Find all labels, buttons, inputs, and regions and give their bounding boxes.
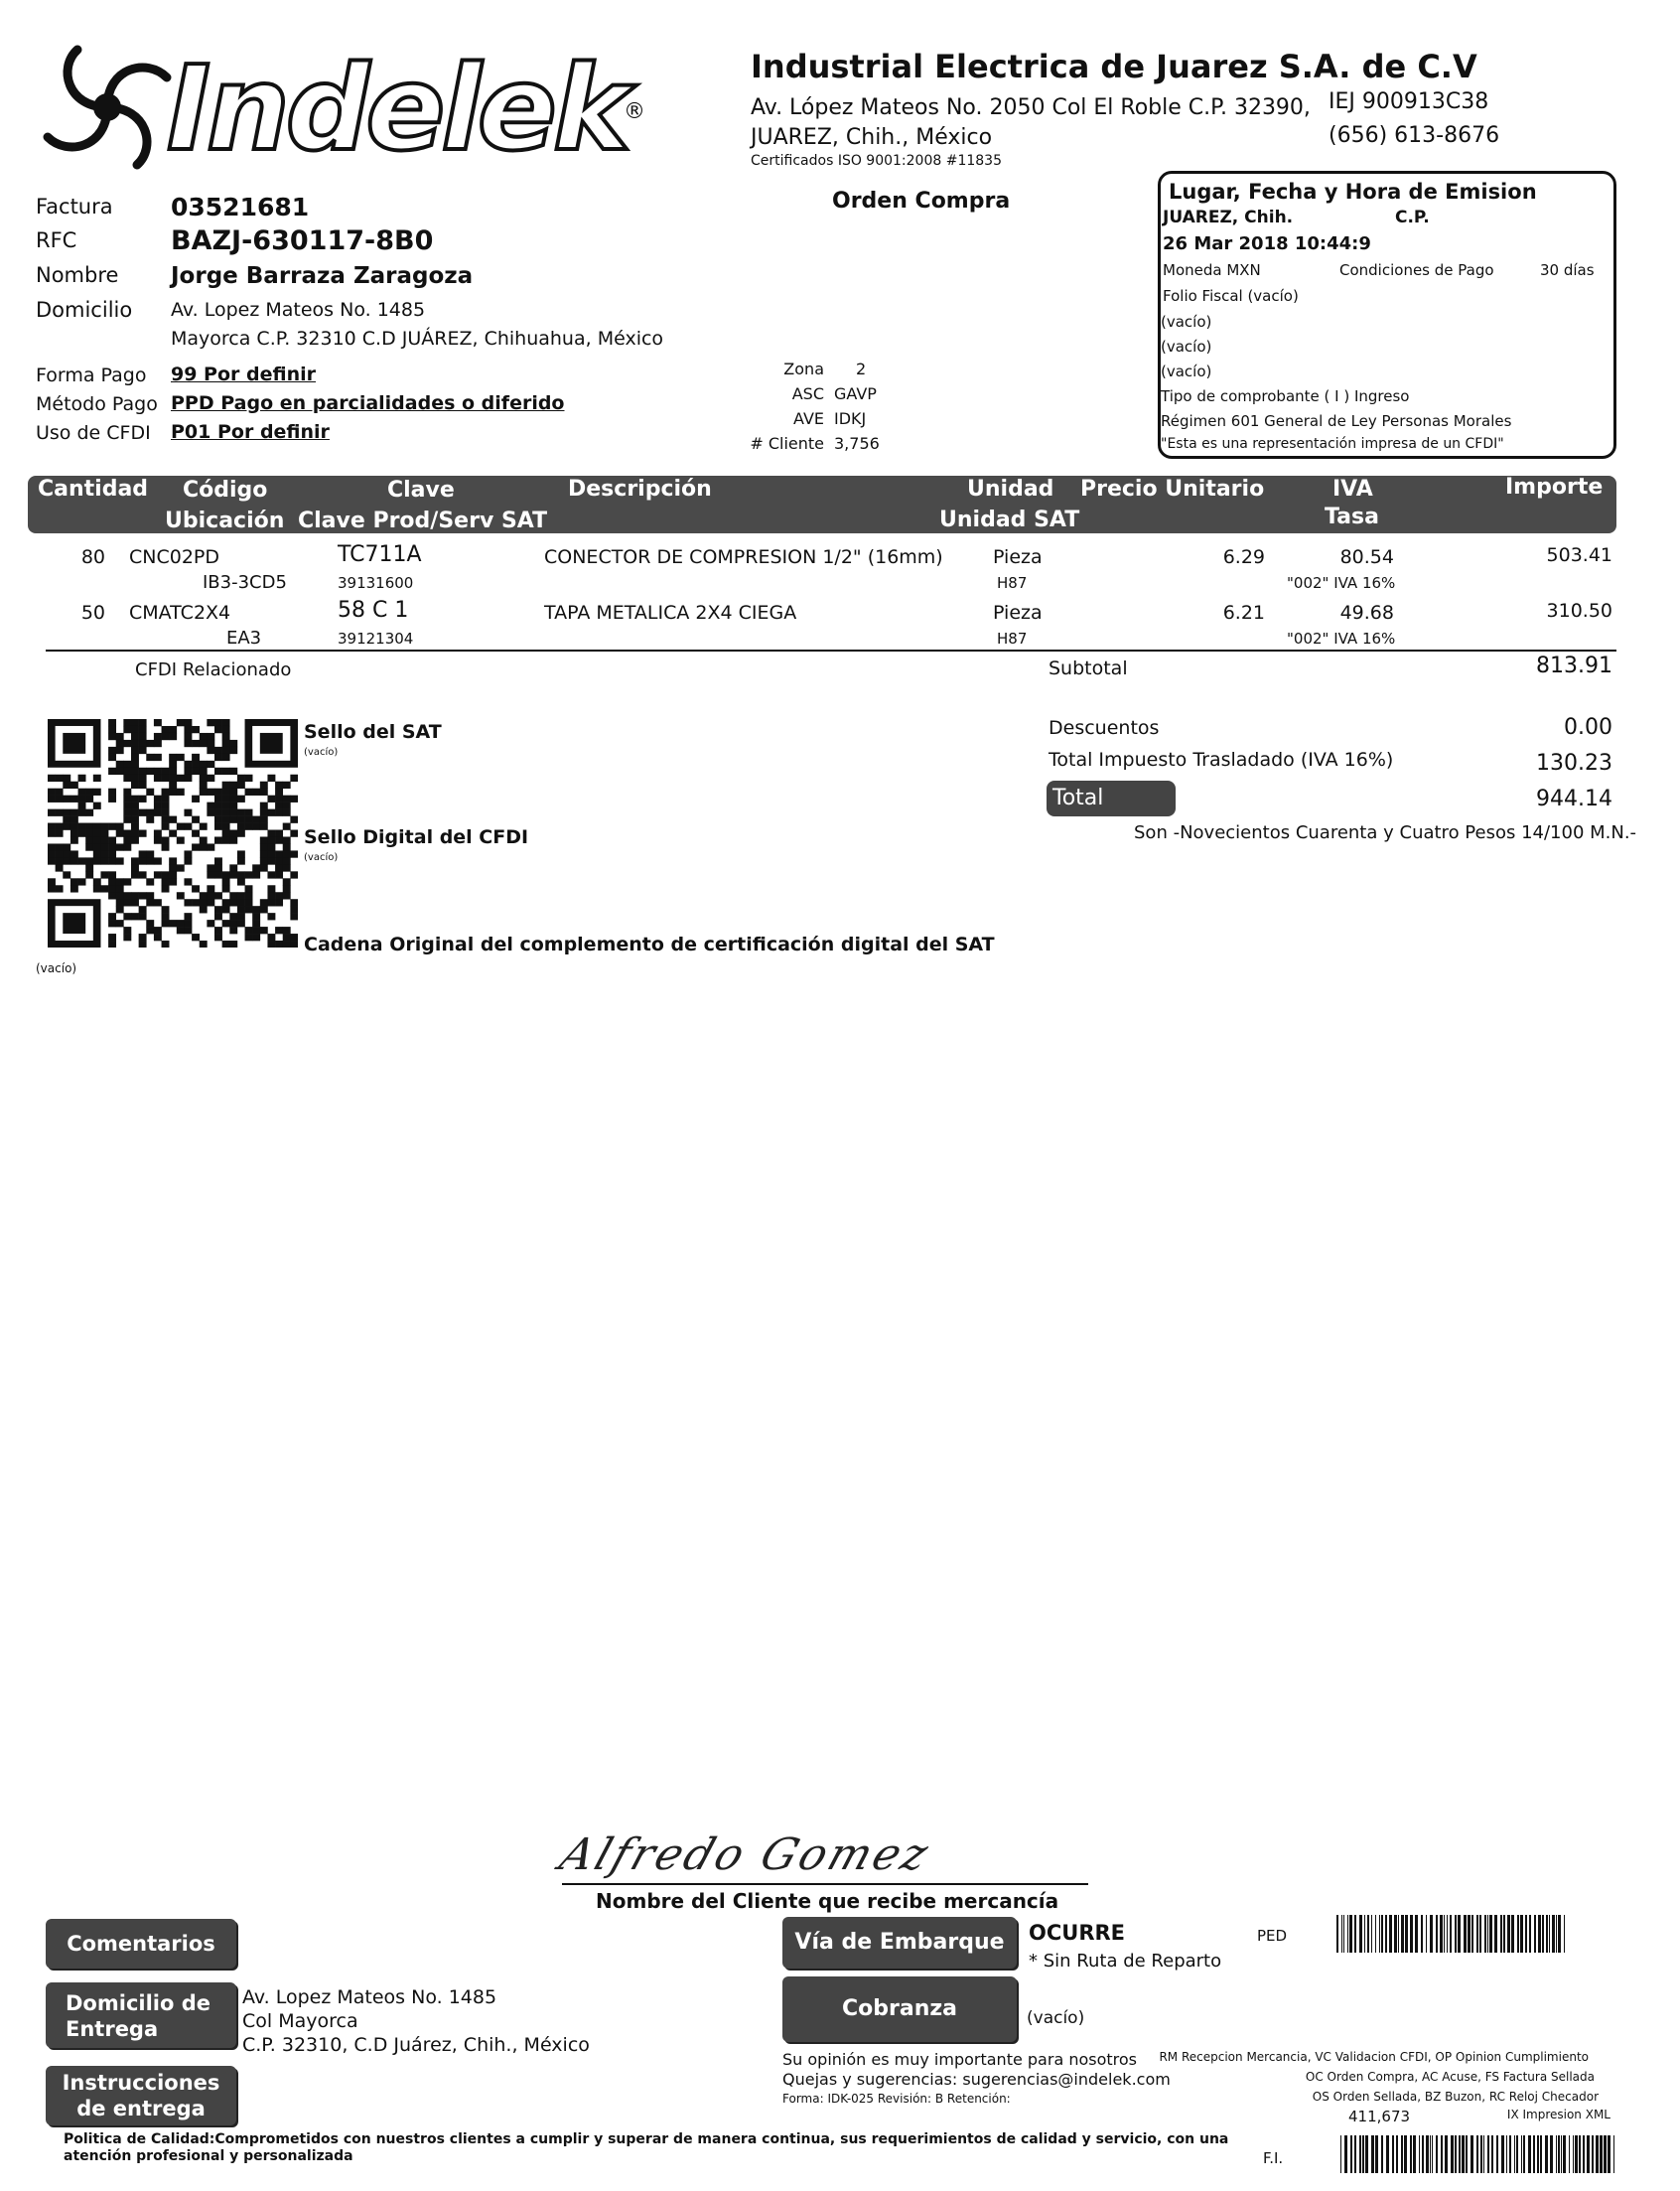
forma-pago-value: 99 Por definir [171,364,316,385]
uso-cfdi-value: P01 Por definir [171,421,330,443]
descuentos-label: Descuentos [1049,717,1160,739]
barcode-ped [1336,1915,1565,1953]
cadena-original-label: Cadena Original del complemento de certificación digital del SAT [304,934,995,955]
row1-clave-sat: 39131600 [338,574,414,592]
cliente-label: # Cliente [750,434,824,453]
subtotal-label: Subtotal [1049,657,1128,679]
row2-ubicacion: EA3 [226,628,262,649]
signature-line [562,1883,1088,1885]
sello-cfdi-label: Sello Digital del CFDI [304,826,529,848]
sello-sat-label: Sello del SAT [304,721,442,743]
total-value: 944.14 [1536,787,1612,811]
table-divider [46,650,1616,652]
orden-compra-title: Orden Compra [832,189,1011,214]
row2-unidad: Pieza [993,602,1043,624]
tipo-comprobante: Tipo de comprobante ( I ) Ingreso [1161,387,1410,405]
row1-cantidad: 80 [80,546,105,568]
representacion: "Esta es una representación impresa de un CFDI" [1161,436,1504,452]
ave-value: IDKJ [834,409,867,428]
company-address1: Av. López Mateos No. 2050 Col El Roble C.P. 32390, [751,95,1311,120]
th-precio: Precio Unitario [1080,477,1265,502]
metodo-pago-label: Método Pago [36,393,158,415]
domicilio-line1: Av. Lopez Mateos No. 1485 [171,299,426,321]
instrucciones-pill: Instrucciones de entrega [46,2066,236,2125]
emision-cp: C.P. [1395,208,1430,227]
entrega-line1: Av. Lopez Mateos No. 1485 [242,1986,497,2008]
zona-label: Zona [783,360,824,378]
th-clave-sat: Clave Prod/Serv SAT [298,509,548,533]
total-label: Total [1052,786,1104,810]
barcode-fi [1340,2135,1614,2173]
th-unidad-sat: Unidad SAT [939,508,1080,532]
condiciones-pago: Condiciones de Pago [1339,261,1494,279]
sello-sat-value: (vacío) [304,747,339,758]
entrega-line3: C.P. 32310, C.D Juárez, Chih., México [242,2034,590,2056]
emision-title: Lugar, Fecha y Hora de Emision [1169,180,1537,204]
folio-fiscal: Folio Fiscal (vacío) [1163,287,1299,305]
asc-value: GAVP [834,384,877,403]
nombre-label: Nombre [36,263,119,287]
vacio-3: (vacío) [1161,363,1212,380]
row2-tasa: "002" IVA 16% [1287,630,1396,648]
ruta-value: * Sin Ruta de Reparto [1029,1951,1222,1972]
opinion-text: Su opinión es muy importante para nosotros [782,2050,1138,2069]
factura-label: Factura [36,195,113,219]
row1-clave: TC711A [338,542,422,567]
fi-label: F.I. [1263,2149,1284,2167]
qr-code [48,719,298,948]
zona-value: 2 [856,360,867,378]
row1-ubicacion: IB3-3CD5 [203,572,287,593]
row1-codigo: CNC02PD [129,546,220,568]
ocurre-value: OCURRE [1029,1921,1126,1945]
ped-label: PED [1257,1927,1288,1945]
ave-label: AVE [793,409,824,428]
company-logo [28,38,663,177]
row1-unidad-sat: H87 [997,574,1028,592]
row1-precio: 6.29 [1222,546,1265,568]
sello-cfdi-value: (vacío) [304,852,339,863]
th-tasa: Tasa [1325,505,1379,529]
row1-unidad: Pieza [993,546,1043,568]
entrega-line2: Col Mayorca [242,2010,358,2032]
th-ubicacion: Ubicación [165,509,285,533]
th-iva: IVA [1332,477,1373,502]
asc-label: ASC [791,384,824,403]
domicilio-line2: Mayorca C.P. 32310 C.D JUÁREZ, Chihuahua, México [171,328,664,350]
vacio-1: (vacío) [1161,313,1212,331]
impuesto-value: 130.23 [1536,751,1612,776]
nombre-value: Jorge Barraza Zaragoza [171,263,474,289]
row2-unidad-sat: H87 [997,630,1028,648]
th-importe: Importe [1505,475,1604,500]
row1-tasa: "002" IVA 16% [1287,574,1396,592]
impuesto-label: Total Impuesto Trasladado (IVA 16%) [1049,749,1394,771]
th-unidad: Unidad [967,477,1054,502]
company-address2: JUAREZ, Chih., México [751,125,993,150]
legend-line3: OS Orden Sellada, BZ Buzon, RC Reloj Checador [1312,2090,1599,2104]
politica-calidad: Politica de Calidad:Comprometidos con nuestros clientes a cumplir y superar de manera continua, sus requerimientos de calidad y servicio, con una atención profesional y personalizada [64,2131,1229,2164]
row2-codigo: CMATC2X4 [129,602,231,624]
company-name: Industrial Electrica de Juarez S.A. de C.V [751,48,1477,85]
row2-importe: 310.50 [1546,600,1612,622]
moneda: Moneda MXN [1163,261,1261,279]
row2-cantidad: 50 [80,602,105,624]
legend-line2: OC Orden Compra, AC Acuse, FS Factura Sellada [1305,2070,1595,2084]
th-clave: Clave [387,478,455,503]
forma-revision-text: Forma: IDK-025 Revisión: B Retención: [782,2092,1011,2106]
via-embarque-pill: Vía de Embarque [782,1917,1017,1969]
legend-line4: IX Impresion XML [1506,2108,1610,2121]
regimen: Régimen 601 General de Ley Personas Morales [1161,412,1512,430]
rfc-label: RFC [36,228,77,252]
vacio-2: (vacío) [1161,338,1212,356]
logo-swirl-icon [28,38,187,177]
dias: 30 días [1540,261,1595,279]
row2-descripcion: TAPA METALICA 2X4 CIEGA [544,602,797,624]
cobranza-value: (vacío) [1027,2008,1085,2028]
cliente-value: 3,756 [834,434,880,453]
uso-cfdi-label: Uso de CFDI [36,422,151,444]
registered-icon: ® [624,99,645,124]
descuentos-value: 0.00 [1564,715,1612,740]
subtotal-value: 813.91 [1536,654,1612,678]
signature: Alfredo Gomez [553,1829,937,1880]
quejas-text: Quejas y sugerencias: sugerencias@indelek.com [782,2070,1171,2089]
domicilio-label: Domicilio [36,298,133,322]
emision-box [1158,171,1616,459]
row2-clave: 58 C 1 [338,598,409,623]
forma-pago-label: Forma Pago [36,365,147,386]
company-cert: Certificados ISO 9001:2008 #11835 [751,153,1002,169]
legend-line1: RM Recepcion Mercancia, VC Validacion CFDI, OP Opinion Cumplimiento [1159,2050,1589,2064]
folio-number: 411,673 [1348,2108,1411,2125]
row2-precio: 6.21 [1222,602,1265,624]
row1-descripcion: CONECTOR DE COMPRESION 1/2" (16mm) [544,546,943,568]
cadena-original-value: (vacío) [36,961,77,975]
metodo-pago-value: PPD Pago en parcialidades o diferido [171,392,565,414]
rfc-value: BAZJ-630117-8B0 [171,225,434,256]
cobranza-pill: Cobranza [782,1976,1017,2042]
row1-iva: 80.54 [1339,546,1394,568]
th-codigo: Código [183,478,268,503]
th-cantidad: Cantidad [38,477,149,502]
company-phone: (656) 613-8676 [1329,123,1500,148]
th-descripcion: Descripción [568,477,712,502]
emision-city: JUAREZ, Chih. [1163,208,1294,227]
cliente-recibe-label: Nombre del Cliente que recibe mercancía [596,1889,1059,1913]
row2-iva: 49.68 [1339,602,1394,624]
logo-wordmark: Indelek [167,40,628,177]
row2-clave-sat: 39121304 [338,630,414,648]
total-en-letra: Son -Novecientos Cuarenta y Cuatro Pesos 14/100 M.N.- [1134,822,1637,843]
factura-value: 03521681 [171,193,310,221]
company-rfc: IEJ 900913C38 [1329,89,1489,114]
emision-date: 26 Mar 2018 10:44:9 [1163,233,1371,254]
cfdi-relacionado: CFDI Relacionado [135,659,292,680]
domicilio-entrega-pill: Domicilio de Entrega [46,1982,236,2048]
comentarios-pill: Comentarios [46,1919,236,1969]
row1-importe: 503.41 [1546,544,1612,566]
